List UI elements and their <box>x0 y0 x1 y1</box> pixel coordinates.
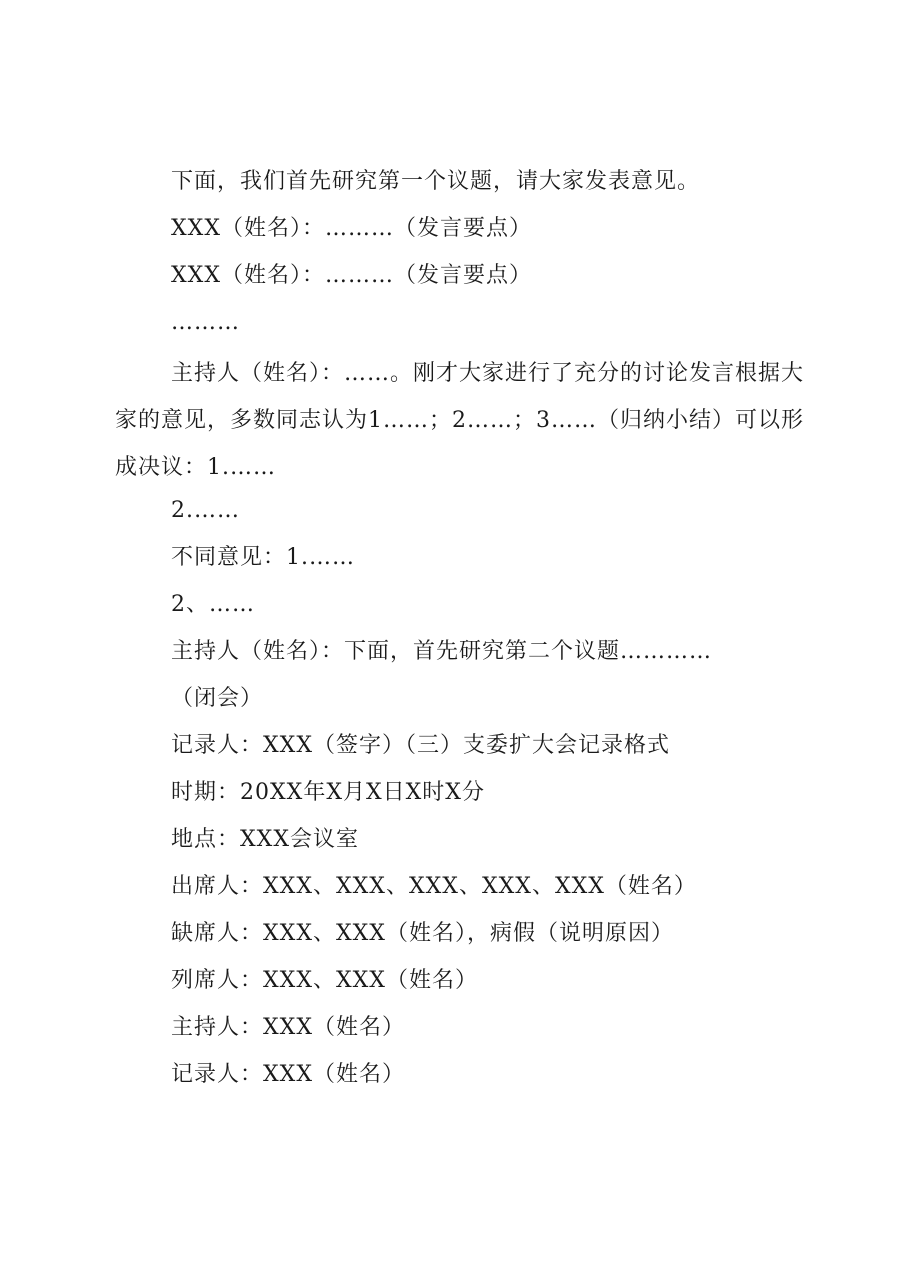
field-host: 主持人：XXX（姓名） <box>171 1015 405 1040</box>
field-absentees: 缺席人：XXX、XXX（姓名），病假（说明原因） <box>171 921 674 946</box>
field-date-time: 时期：20XX年X月X日X时X分 <box>171 780 485 805</box>
paragraph-dissent-2: 2、…… <box>171 592 255 617</box>
paragraph-speaker-2: XXX（姓名）：………（发言要点） <box>171 263 532 288</box>
paragraph-resolution-2: 2.…… <box>171 498 240 523</box>
paragraph-ellipsis: ……… <box>171 310 240 335</box>
field-recorder: 记录人：XXX（姓名） <box>171 1062 405 1087</box>
paragraph-second-topic: 主持人（姓名）：下面，首先研究第二个议题………… <box>171 639 713 664</box>
field-location: 地点：XXX会议室 <box>171 827 359 852</box>
paragraph-dissent: 不同意见：1.…… <box>171 545 355 570</box>
paragraph-close-meeting: （闭会） <box>171 686 264 711</box>
paragraph-host-summary: 主持人（姓名）：……。刚才大家进行了充分的讨论发言根据大家的意见，多数同志认为1……；2……；3……（归纳小结）可以形成决议：1.…… <box>115 361 805 480</box>
field-attendees: 出席人：XXX、XXX、XXX、XXX、XXX（姓名） <box>171 874 697 899</box>
paragraph-speaker-1: XXX（姓名）：………（发言要点） <box>171 216 532 241</box>
field-observers: 列席人：XXX、XXX（姓名） <box>171 968 478 993</box>
paragraph-first-topic: 下面，我们首先研究第一个议题，请大家发表意见。 <box>171 169 701 194</box>
document-body <box>115 162 805 1102</box>
paragraph-recorder-signature: 记录人：XXX（签字）（三）支委扩大会记录格式 <box>171 733 670 758</box>
